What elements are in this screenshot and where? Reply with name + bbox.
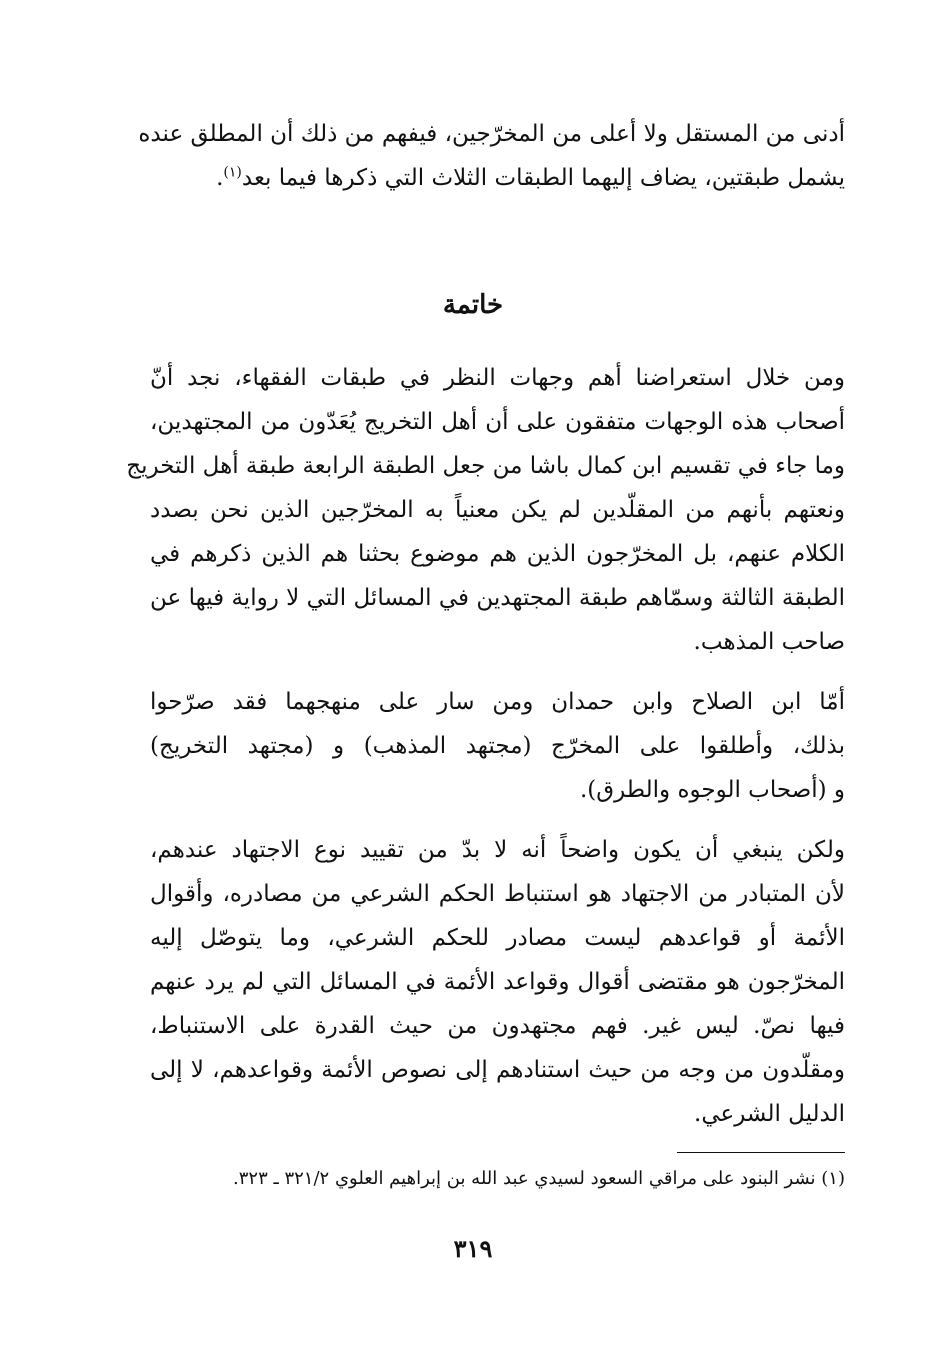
conclusion-body [126,356,845,1136]
intro-paragraph [138,112,845,200]
paragraph-line: ومقلّدون من وجه من حيث استنادهم إلى نصوص الأئمة وقواعدهم، لا إلى [150,1057,845,1083]
paragraph-line: ومن خلال استعراضنا أهم وجهات النظر في طبقات الفقهاء، نجد أنّ [150,365,845,391]
page-number: ٣١٩ [453,1234,493,1263]
paragraph-2 [150,680,845,812]
paragraph-3 [150,828,845,1136]
paragraph-line: ولكن ينبغي أن يكون واضحاً أنه لا بدّ من تقييد نوع الاجتهاد عندهم، [150,837,845,863]
paragraph-line: ونعتهم بأنهم من المقلّدين لم يكن معنياً به المخرّجين الذين نحن بصدد [150,497,845,523]
paragraph-line: بذلك، وأطلقوا على المخرّج (مجتهد المذهب) و (مجتهد التخريج) [150,733,845,759]
paragraph-line: الكلام عنهم، بل المخرّجون الذين هم موضوع بحثنا هم الذين ذكرهم في [150,541,845,567]
intro-line-2-text: يشمل طبقتين، يضاف إليهما الطبقات الثلاث التي ذكرها فيما بعد [241,165,845,191]
paragraph-line: فيها نصّ. ليس غير. فهم مجتهدون من حيث القدرة على الاستنباط، [150,1013,845,1039]
section-heading: خاتمة [442,290,504,320]
paragraph-line: و (أصحاب الوجوه والطرق). [579,777,845,803]
paragraph-spacer [150,664,845,680]
footnote-divider [677,1152,845,1153]
paragraph-line: وما جاء في تقسيم ابن كمال باشا من جعل الطبقة الرابعة طبقة أهل التخريج [126,453,845,479]
paragraph-line: لأن المتبادر من الاجتهاد هو استنباط الحكم الشرعي من مصادره، وأقوال [150,881,845,907]
intro-line-1: أدنى من المستقل ولا أعلى من المخرّجين، فيفهم من ذلك أن المطلق عنده [138,121,845,147]
footnote: (١) نشر البنود على مراقي السعود لسيدي عبد الله بن إبراهيم العلوي ٣٢١/٢ ـ ٣٢٣. [233,1168,845,1189]
paragraph-line: الأئمة أو قواعدهم ليست مصادر للحكم الشرعي، وما يتوصّل إليه [150,925,845,951]
paragraph-line: صاحب المذهب. [693,629,845,655]
footnote-marker[interactable]: (١) [223,164,242,181]
paragraph-line: الدليل الشرعي. [694,1101,845,1127]
intro-end-punct: . [216,165,224,191]
paragraph-spacer [150,812,845,828]
paragraph-1 [126,356,845,664]
paragraph-line: أمّا ابن الصلاح وابن حمدان ومن سار على منهجهما فقد صرّحوا [150,689,845,715]
paragraph-line: أصحاب هذه الوجهات متفقون على أن أهل التخريج يُعَدّون من المجتهدين، [150,409,845,435]
paragraph-line: الطبقة الثالثة وسمّاهم طبقة المجتهدين في المسائل التي لا رواية فيها عن [150,585,845,611]
intro-line-2 [150,156,845,200]
paragraph-line: المخرّجون هو مقتضى أقوال وقواعد الأئمة في المسائل التي لم يرد عنهم [150,969,845,995]
